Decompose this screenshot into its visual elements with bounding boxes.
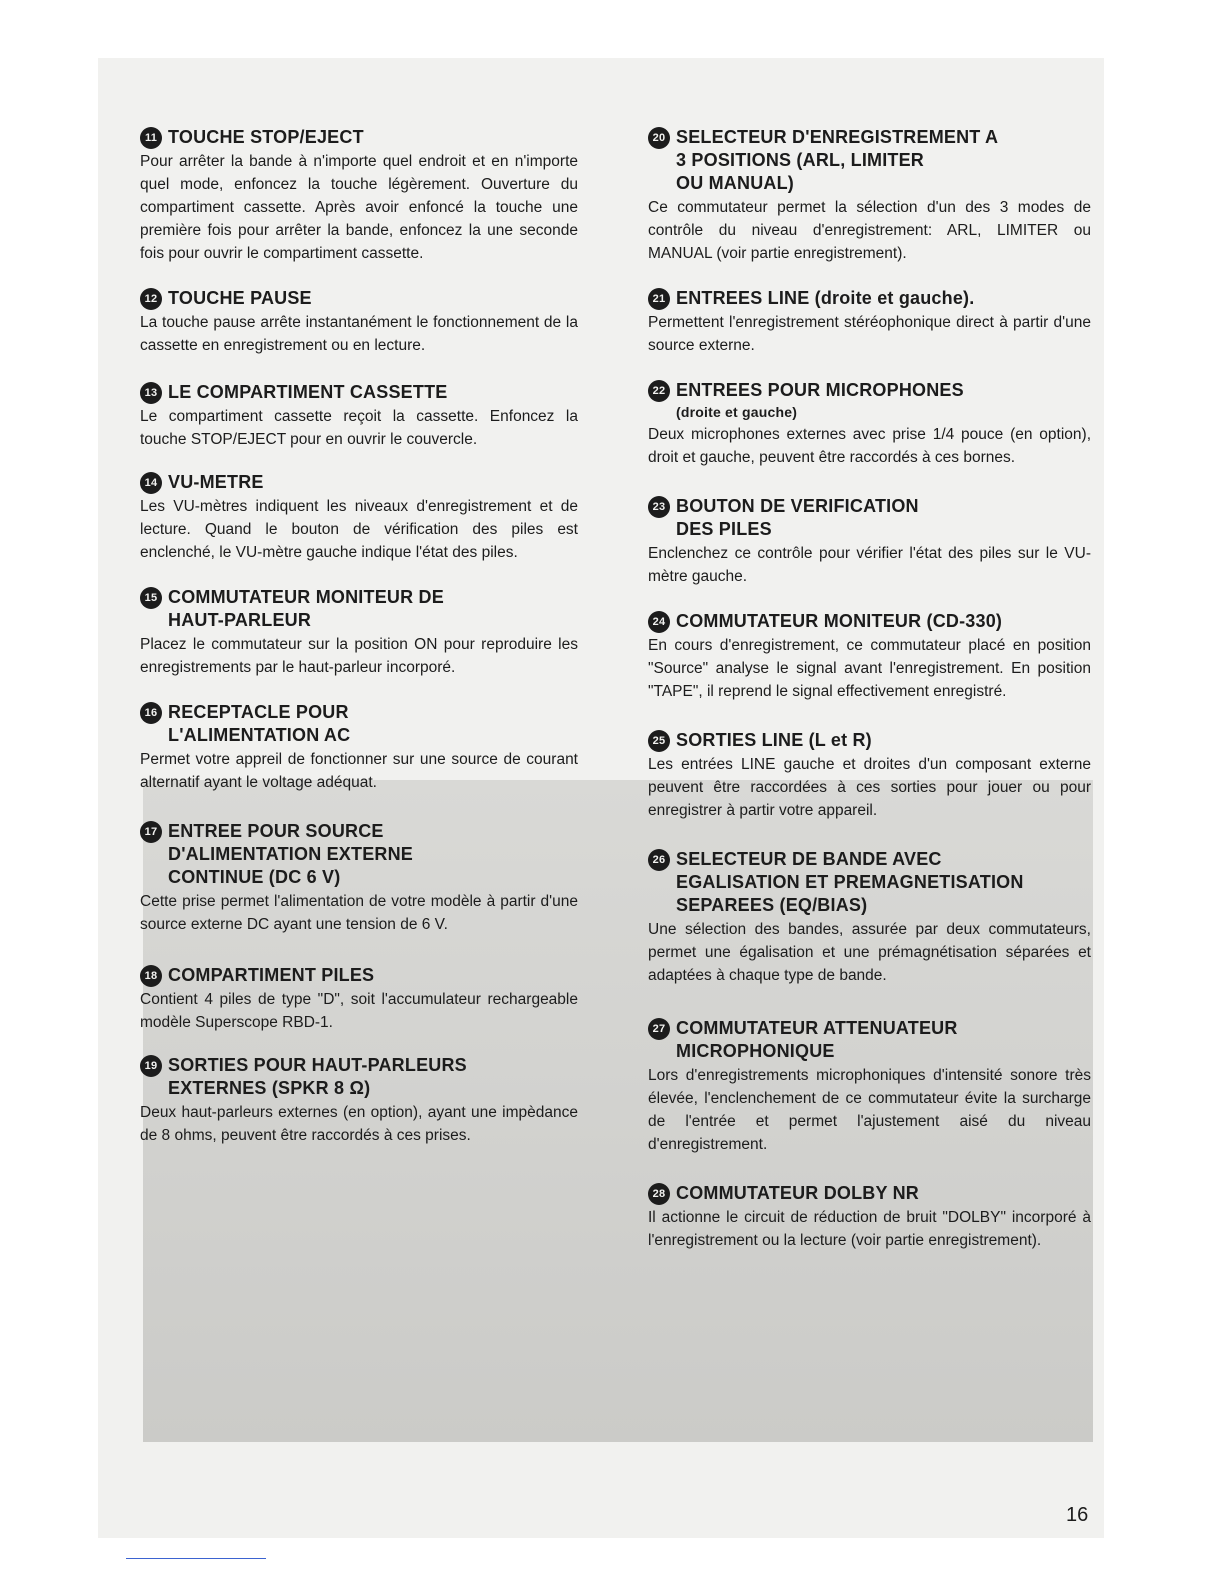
- section-heading: [648, 1182, 1091, 1205]
- section-item-16: [140, 701, 578, 794]
- heading-subtitle: (droite et gauche): [676, 404, 798, 420]
- section-item-13: [140, 381, 578, 451]
- heading-line: COMMUTATEUR MONITEUR (CD-330): [676, 611, 1003, 631]
- circled-number: 14: [140, 472, 162, 494]
- heading-line: TOUCHE PAUSE: [168, 288, 312, 308]
- heading-line: COMMUTATEUR ATTENUATEUR: [676, 1018, 958, 1038]
- section-heading: [140, 471, 578, 494]
- section-item-18: [140, 964, 578, 1034]
- circled-number: 23: [648, 496, 670, 518]
- section-heading: [140, 287, 578, 310]
- heading-line: CONTINUE (DC 6 V): [168, 867, 341, 887]
- circled-number: 26: [648, 849, 670, 871]
- section-body: Deux haut-parleurs externes (en option), ayant une impèdance de 8 ohms, peuvent être raccordés à ces prises.: [140, 1104, 578, 1144]
- heading-line: D'ALIMENTATION EXTERNE: [168, 844, 414, 864]
- section-heading: [140, 1054, 578, 1100]
- section-body: Le compartiment cassette reçoit la cassette. Enfoncez la touche STOP/EJECT pour en ouvrir le couvercle.: [140, 408, 578, 448]
- section-item-22: [648, 379, 1091, 469]
- section-heading: [648, 287, 1091, 310]
- footer-rule: [126, 1558, 266, 1559]
- section-heading: [140, 126, 578, 149]
- heading-line: RECEPTACLE POUR: [168, 702, 349, 722]
- section-body: Deux microphones externes avec prise 1/4 pouce (en option), droit et gauche, peuvent être raccordés à ces bornes.: [648, 426, 1091, 466]
- heading-line: EGALISATION ET PREMAGNETISATION: [676, 872, 1024, 892]
- circled-number: 21: [648, 288, 670, 310]
- circled-number: 20: [648, 127, 670, 149]
- heading-line: SELECTEUR DE BANDE AVEC: [676, 849, 942, 869]
- section-item-23: [648, 495, 1091, 588]
- section-body: Une sélection des bandes, assurée par deux commutateurs, permet une égalisation et une prémagnétisation séparées et adaptées à chaque type de bande.: [648, 921, 1091, 984]
- section-body: Ce commutateur permet la sélection d'un des 3 modes de contrôle du niveau d'enregistrement: ARL, LIMITER ou MANUAL (voir partie enregistrement).: [648, 199, 1091, 262]
- section-item-15: [140, 586, 578, 679]
- page-number: 16: [1066, 1504, 1089, 1526]
- section-heading: [140, 381, 578, 404]
- section-heading: [140, 964, 578, 987]
- section-item-12: [140, 287, 578, 357]
- heading-line: VU-METRE: [168, 472, 264, 492]
- heading-line: SEPAREES (EQ/BIAS): [676, 895, 868, 915]
- circled-number: 18: [140, 965, 162, 987]
- heading-line: 3 POSITIONS (ARL, LIMITER: [676, 150, 925, 170]
- section-heading: [648, 1017, 1091, 1063]
- section-heading: [140, 820, 578, 889]
- circled-number: 11: [140, 127, 162, 149]
- section-body: Les VU-mètres indiquent les niveaux d'enregistrement et de lecture. Quand le bouton de vérification des piles est enclenché, le VU-mètre gauche indique l'état des piles.: [140, 498, 578, 561]
- section-heading: [648, 126, 1091, 195]
- section-item-21: [648, 287, 1091, 357]
- circled-number: 24: [648, 611, 670, 633]
- heading-line: DES PILES: [676, 519, 772, 539]
- heading-line: COMPARTIMENT PILES: [168, 965, 375, 985]
- section-body: Les entrées LINE gauche et droites d'un composant externe peuvent être raccordées à ces sorties pour jouer ou pour enregistrer à partir votre appareil.: [648, 756, 1091, 819]
- section-body: Contient 4 piles de type "D", soit l'accumulateur rechargeable modèle Superscope RBD-1.: [140, 991, 578, 1031]
- heading-line: HAUT-PARLEUR: [168, 610, 312, 630]
- heading-line: SELECTEUR D'ENREGISTREMENT A: [676, 127, 999, 147]
- right-column: [648, 126, 1091, 1252]
- circled-number: 22: [648, 380, 670, 402]
- section-body: La touche pause arrête instantanément le fonctionnement de la cassette en enregistrement ou en lecture.: [140, 314, 578, 354]
- section-heading: [648, 495, 1091, 541]
- section-item-19: [140, 1054, 578, 1147]
- heading-line: LE COMPARTIMENT CASSETTE: [168, 382, 448, 402]
- heading-line: ENTREES LINE (droite et gauche).: [676, 288, 975, 308]
- heading-line: SORTIES POUR HAUT-PARLEURS: [168, 1055, 467, 1075]
- left-column: [140, 126, 578, 1147]
- heading-line: SORTIES LINE (L et R): [676, 730, 872, 750]
- circled-number: 28: [648, 1183, 670, 1205]
- section-item-24: [648, 610, 1091, 703]
- section-body: En cours d'enregistrement, ce commutateur placé en position "Source" analyse le signal avant l'enregistrement. En position "TAPE", il reprend le signal effectivement enregistré.: [648, 637, 1091, 700]
- section-body: Cette prise permet l'alimentation de votre modèle à partir d'une source externe DC ayant une tension de 6 V.: [140, 893, 578, 933]
- section-heading: [648, 729, 1091, 752]
- section-item-14: [140, 471, 578, 564]
- heading-line: OU MANUAL): [676, 173, 794, 193]
- section-body: Pour arrêter la bande à n'importe quel endroit et en n'importe quel mode, enfoncez la touche légèrement. Ouverture du compartiment cassette. Après avoir enfoncé la touche une première fois pour arrêter la bande, enfoncez la une seconde fois pour ouvrir le compartiment cassette.: [140, 153, 578, 262]
- circled-number: 15: [140, 587, 162, 609]
- heading-line: COMMUTATEUR DOLBY NR: [676, 1183, 919, 1203]
- section-item-26: [648, 848, 1091, 987]
- circled-number: 16: [140, 702, 162, 724]
- heading-line: L'ALIMENTATION AC: [168, 725, 351, 745]
- heading-line: COMMUTATEUR MONITEUR DE: [168, 587, 444, 607]
- section-heading: [648, 379, 1091, 422]
- section-body: Enclenchez ce contrôle pour vérifier l'état des piles sur le VU-mètre gauche.: [648, 545, 1091, 585]
- section-body: Il actionne le circuit de réduction de bruit "DOLBY" incorporé à l'enregistrement ou la lecture (voir partie enregistrement).: [648, 1209, 1091, 1249]
- section-heading: [140, 586, 578, 632]
- heading-line: ENTREES POUR MICROPHONES: [676, 380, 964, 400]
- circled-number: 12: [140, 288, 162, 310]
- section-heading: [648, 848, 1091, 917]
- section-heading: [140, 701, 578, 747]
- section-item-25: [648, 729, 1091, 822]
- circled-number: 25: [648, 730, 670, 752]
- heading-line: BOUTON DE VERIFICATION: [676, 496, 919, 516]
- circled-number: 27: [648, 1018, 670, 1040]
- heading-line: ENTREE POUR SOURCE: [168, 821, 384, 841]
- section-body: Permet votre appreil de fonctionner sur une source de courant alternatif ayant le voltage adéquat.: [140, 751, 578, 791]
- heading-line: EXTERNES (SPKR 8 Ω): [168, 1078, 371, 1098]
- section-item-27: [648, 1017, 1091, 1156]
- section-body: Lors d'enregistrements microphoniques d'intensité sonore très élevée, l'enclenchement de ce commutateur évite la surcharge de l'entrée et permet l'ajustement aisé du niveau d'enregistrement.: [648, 1067, 1091, 1153]
- scanned-page: [98, 58, 1104, 1538]
- circled-number: 17: [140, 821, 162, 843]
- section-item-28: [648, 1182, 1091, 1252]
- heading-line: TOUCHE STOP/EJECT: [168, 127, 364, 147]
- section-body: Placez le commutateur sur la position ON pour reproduire les enregistrements par le haut-parleur incorporé.: [140, 636, 578, 676]
- heading-line: MICROPHONIQUE: [676, 1041, 835, 1061]
- section-body: Permettent l'enregistrement stéréophonique direct à partir d'une source externe.: [648, 314, 1091, 354]
- section-item-20: [648, 126, 1091, 265]
- section-item-11: [140, 126, 578, 265]
- section-heading: [648, 610, 1091, 633]
- circled-number: 13: [140, 382, 162, 404]
- circled-number: 19: [140, 1055, 162, 1077]
- section-item-17: [140, 820, 578, 936]
